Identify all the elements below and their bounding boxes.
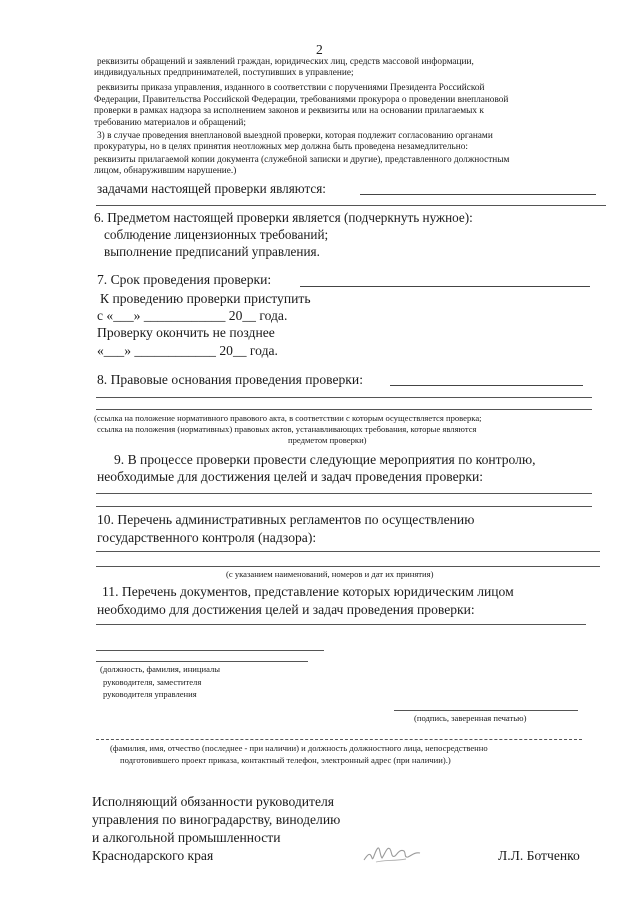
section9-rule-2 [96,506,592,507]
section6-title: 6. Предметом настоящей проверки является (подчеркнуть нужное): [94,210,473,225]
section10-line-2: государственного контроля (надзора): [97,530,317,545]
section10-line-1: 10. Перечень административных регламентов по осуществлению [97,512,475,527]
section8-fill-line [390,385,583,386]
footer-line-2: управления по виноградарству, виноделию [92,812,341,827]
end-date: «___» ____________ 20__ года. [97,343,278,358]
section11-line-2: необходимо для достижения целей и задач проведения проверки: [97,602,475,617]
top-line-1: реквизиты обращений и заявлений граждан, юридических лиц, средств массовой информации, [97,57,474,67]
position-caption-3: руководителя управления [103,689,197,699]
section8-title: 8. Правовые основания проведения проверки: [97,372,363,387]
section6-option-2: выполнение предписаний управления. [104,244,320,259]
seal-signature-line [394,710,578,711]
section8-caption-3: предметом проверки) [288,435,367,445]
top-line-5: проверки в рамках надзора за исполнением законов и реквизиты или на основании прилагаемых к [94,106,484,116]
page-number: 2 [316,42,323,57]
section8-caption-1: (ссылка на положение нормативного правового акта, в соответствии с которым осуществляется проверка; [94,413,482,423]
position-line-2 [96,661,308,662]
section9-rule-1 [96,493,592,494]
end-label: Проверку окончить не позднее [97,325,275,340]
section8-caption-2: ссылка на положения (нормативных) правовых актов, устанавливающих требования, которые являются [97,424,477,434]
section8-rule-1 [96,397,592,398]
signer-name: Л.Л. Ботченко [498,848,580,863]
section10-caption: (с указанием наименований, номеров и дат их принятия) [226,569,434,579]
author-line [96,739,582,740]
tasks-label: задачами настоящей проверки являются: [97,181,326,196]
footer-line-3: и алкогольной промышленности [92,830,281,845]
top-line-2: индивидуальных предпринимателей, поступивших в управление; [94,68,354,78]
top-line-3: реквизиты приказа управления, изданного в соответствии с поручениями Президента Российской [97,83,485,93]
section11-line-1: 11. Перечень документов, представление которых юридическим лицом [102,584,514,599]
section7-title: 7. Срок проведения проверки: [97,272,272,287]
seal-caption: (подпись, заверенная печатью) [414,713,527,723]
top-line-6: требованию материалов и обращений; [94,118,246,128]
tasks-fill-line [360,194,596,195]
section10-rule-1 [96,551,600,552]
tasks-rule [96,205,606,206]
section7-fill-line [300,286,590,287]
top-line-4: Федерации, Правительства Российской Федерации, требованиями прокурора о проведении внеплановой [94,95,509,105]
section9-line-1: 9. В процессе проверки провести следующие мероприятия по контролю, [114,452,536,467]
start-label: К проведению проверки приступить [100,291,311,306]
top-line-9: реквизиты прилагаемой копии документа (служебной записки и другие), представленного должностным [94,155,510,165]
author-caption-1: (фамилия, имя, отчество (последнее - при наличии) и должность должностного лица, непосредственно [110,743,488,753]
position-caption-2: руководителя, заместителя [103,677,202,687]
footer-line-4: Краснодарского края [92,848,214,863]
footer-line-1: Исполняющий обязанности руководителя [92,794,335,809]
section11-rule [96,624,586,625]
section8-rule-2 [96,409,592,410]
section10-rule-2 [96,566,600,567]
top-line-7: 3) в случае проведения внеплановой выездной проверки, которая подлежит согласованию органами [97,131,493,141]
section6-option-1: соблюдение лицензионных требований; [104,227,329,242]
top-line-8: прокуратуры, но в целях принятия неотложных мер должна быть проведена незамедлительно: [94,142,468,152]
position-line-1 [96,650,324,651]
author-caption-2: подготовившего проект приказа, контактный телефон, электронный адрес (при наличии).) [120,755,451,765]
position-caption-1: (должность, фамилия, инициалы [100,664,221,674]
start-date: с «___» ____________ 20__ года. [97,308,288,323]
section9-line-2: необходимые для достижения целей и задач проведения проверки: [97,469,484,484]
top-line-10: лицом, обнаружившим нарушение.) [94,166,237,176]
handwritten-signature [360,840,430,866]
